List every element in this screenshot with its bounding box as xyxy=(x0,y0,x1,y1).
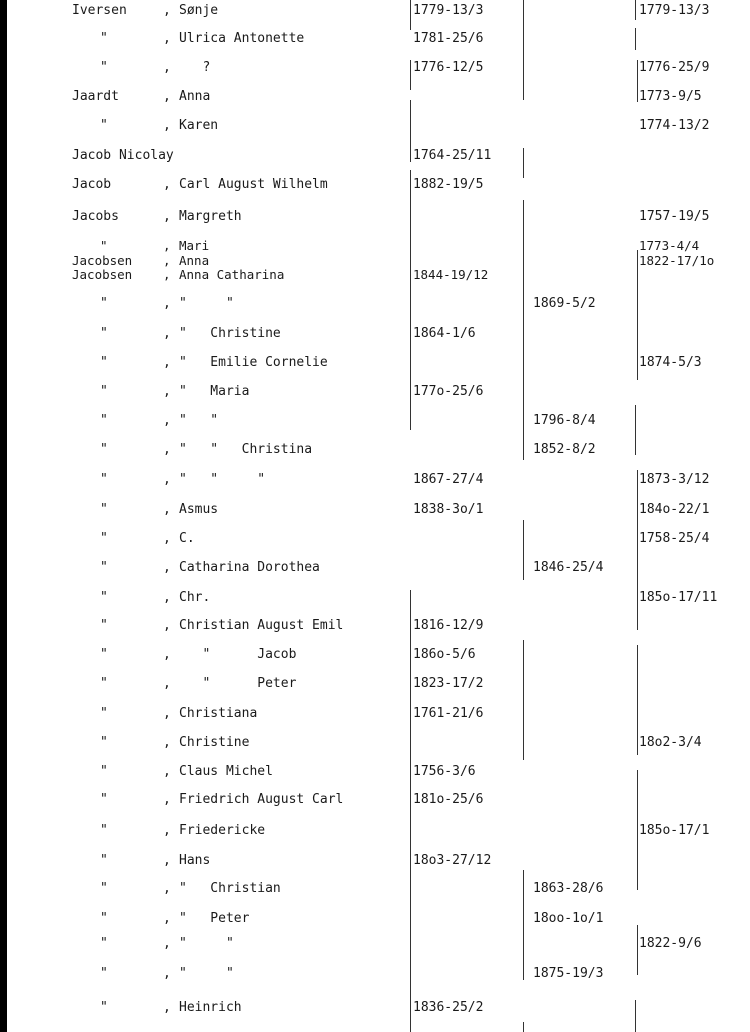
given-name: Christine xyxy=(179,735,250,750)
date-birth: 18o3-27/12 xyxy=(413,853,492,868)
comma-separator: , xyxy=(163,413,171,428)
surname: " xyxy=(100,966,108,981)
register-entry xyxy=(0,413,750,429)
date-birth: 1764-25/11 xyxy=(413,148,492,163)
date-second: 18oo-1o/1 xyxy=(533,911,604,926)
given-name: Carl August Wilhelm xyxy=(179,177,328,192)
surname: Jaardt xyxy=(72,89,119,104)
register-entry xyxy=(0,209,750,225)
date-second: 1846-25/4 xyxy=(533,560,604,575)
register-entry xyxy=(0,267,750,283)
surname: Iversen xyxy=(72,3,127,18)
given-name: " Emilie Cornelie xyxy=(179,355,328,370)
surname: " xyxy=(100,647,108,662)
comma-separator: , xyxy=(163,472,171,487)
surname: Jacobsen xyxy=(72,267,133,282)
comma-separator: , xyxy=(163,209,171,224)
date-third: 18o2-3/4 xyxy=(639,735,702,750)
comma-separator: , xyxy=(163,676,171,691)
register-entry xyxy=(0,911,750,927)
date-second: 1875-19/3 xyxy=(533,966,604,981)
register-entry xyxy=(0,853,750,869)
given-name: Anna xyxy=(179,253,210,268)
given-name: " Maria xyxy=(179,384,250,399)
given-name: Chr. xyxy=(179,590,211,605)
register-entry xyxy=(0,296,750,312)
comma-separator: , xyxy=(163,3,171,18)
surname: Jacobsen xyxy=(72,253,133,268)
date-birth: 1776-12/5 xyxy=(413,60,484,75)
comma-separator: , xyxy=(163,881,171,896)
given-name: Asmus xyxy=(179,502,219,517)
comma-separator: , xyxy=(163,238,171,253)
comma-separator: , xyxy=(163,618,171,633)
surname: Jacob Nicolay xyxy=(72,148,174,163)
register-entry xyxy=(0,442,750,458)
given-name: Ulrica Antonette xyxy=(179,31,305,46)
register-entry xyxy=(0,618,750,634)
date-birth: 1761-21/6 xyxy=(413,706,484,721)
register-entry xyxy=(0,881,750,897)
given-name: " Peter xyxy=(179,911,250,926)
comma-separator: , xyxy=(163,647,171,662)
surname: " xyxy=(100,442,108,457)
surname: " xyxy=(100,853,108,868)
register-entry xyxy=(0,326,750,342)
date-third: 1758-25/4 xyxy=(639,531,710,546)
given-name: Anna Catharina xyxy=(179,267,285,282)
register-entry xyxy=(0,177,750,193)
register-entry xyxy=(0,3,750,19)
given-name: " " " xyxy=(179,472,266,487)
date-third: 185o-17/11 xyxy=(639,590,718,605)
date-third: 1822-9/6 xyxy=(639,936,702,951)
register-entry xyxy=(0,31,750,47)
date-third: 185o-17/1 xyxy=(639,823,710,838)
date-birth: 1779-13/3 xyxy=(413,3,484,18)
given-name: C. xyxy=(179,531,195,546)
date-birth: 186o-5/6 xyxy=(413,647,476,662)
surname: " xyxy=(100,706,108,721)
date-second: 1863-28/6 xyxy=(533,881,604,896)
date-birth: 1823-17/2 xyxy=(413,676,484,691)
comma-separator: , xyxy=(163,792,171,807)
comma-separator: , xyxy=(163,911,171,926)
given-name: " Jacob xyxy=(179,647,297,662)
comma-separator: , xyxy=(163,853,171,868)
given-name: Heinrich xyxy=(179,1000,242,1015)
surname: " xyxy=(100,31,108,46)
comma-separator: , xyxy=(163,267,171,282)
comma-separator: , xyxy=(163,735,171,750)
surname: Jacobs xyxy=(72,209,119,224)
register-entry xyxy=(0,89,750,105)
surname: " xyxy=(100,1000,108,1015)
comma-separator: , xyxy=(163,823,171,838)
comma-separator: , xyxy=(163,118,171,133)
given-name: Sønje xyxy=(179,3,219,18)
surname: " xyxy=(100,764,108,779)
comma-separator: , xyxy=(163,590,171,605)
given-name: Catharina Dorothea xyxy=(179,560,320,575)
register-entry xyxy=(0,531,750,547)
date-third: 1773-9/5 xyxy=(639,89,702,104)
date-third: 1822-17/1o xyxy=(639,253,715,268)
comma-separator: , xyxy=(163,442,171,457)
given-name: Claus Michel xyxy=(179,764,273,779)
date-third: 1874-5/3 xyxy=(639,355,702,370)
register-entry xyxy=(0,735,750,751)
register-entry xyxy=(0,936,750,952)
given-name: " " xyxy=(179,936,234,951)
register-entry xyxy=(0,676,750,692)
register-entry xyxy=(0,384,750,400)
date-third: 1873-3/12 xyxy=(639,472,710,487)
given-name: Christiana xyxy=(179,706,258,721)
given-name: " Christine xyxy=(179,326,281,341)
given-name: Mari xyxy=(179,238,210,253)
surname: " xyxy=(100,618,108,633)
register-entry xyxy=(0,823,750,839)
comma-separator: , xyxy=(163,253,171,268)
register-entry xyxy=(0,647,750,663)
date-third: 1779-13/3 xyxy=(639,3,710,18)
given-name: " " xyxy=(179,966,234,981)
surname: " xyxy=(100,735,108,750)
surname: " xyxy=(100,413,108,428)
register-entry xyxy=(0,764,750,780)
register-entry xyxy=(0,502,750,518)
given-name: Friedericke xyxy=(179,823,266,838)
date-second: 1852-8/2 xyxy=(533,442,596,457)
surname: " xyxy=(100,676,108,691)
date-third: 1774-13/2 xyxy=(639,118,710,133)
comma-separator: , xyxy=(163,384,171,399)
date-birth: 1838-3o/1 xyxy=(413,502,484,517)
surname: " xyxy=(100,326,108,341)
register-entry xyxy=(0,560,750,576)
comma-separator: , xyxy=(163,706,171,721)
surname: " xyxy=(100,296,108,311)
given-name: " Christian xyxy=(179,881,281,896)
comma-separator: , xyxy=(163,560,171,575)
given-name: Christian August Emil xyxy=(179,618,344,633)
comma-separator: , xyxy=(163,764,171,779)
surname: " xyxy=(100,936,108,951)
date-birth: 1816-12/9 xyxy=(413,618,484,633)
date-third: 1757-19/5 xyxy=(639,209,710,224)
surname: " xyxy=(100,911,108,926)
comma-separator: , xyxy=(163,89,171,104)
register-entry xyxy=(0,148,750,164)
given-name: Friedrich August Carl xyxy=(179,792,344,807)
comma-separator: , xyxy=(163,296,171,311)
register-entry xyxy=(0,60,750,76)
date-birth: 1882-19/5 xyxy=(413,177,484,192)
date-birth: 1836-25/2 xyxy=(413,1000,484,1015)
comma-separator: , xyxy=(163,502,171,517)
column-rule xyxy=(637,470,638,630)
register-entry xyxy=(0,472,750,488)
register-entry xyxy=(0,590,750,606)
given-name: Hans xyxy=(179,853,211,868)
surname: " xyxy=(100,881,108,896)
column-rule xyxy=(523,1022,524,1032)
given-name: ? xyxy=(179,60,211,75)
surname: " xyxy=(100,355,108,370)
given-name: Anna xyxy=(179,89,211,104)
surname: " xyxy=(100,792,108,807)
register-entry xyxy=(0,966,750,982)
surname: " xyxy=(100,560,108,575)
surname: " xyxy=(100,531,108,546)
surname: " xyxy=(100,384,108,399)
given-name: " Peter xyxy=(179,676,297,691)
comma-separator: , xyxy=(163,936,171,951)
date-birth: 1864-1/6 xyxy=(413,326,476,341)
given-name: Karen xyxy=(179,118,219,133)
surname: " xyxy=(100,590,108,605)
register-entry xyxy=(0,238,750,254)
register-entry xyxy=(0,792,750,808)
given-name: Margreth xyxy=(179,209,242,224)
surname: " xyxy=(100,502,108,517)
surname: " xyxy=(100,823,108,838)
surname: " xyxy=(100,60,108,75)
comma-separator: , xyxy=(163,31,171,46)
date-third: 1776-25/9 xyxy=(639,60,710,75)
date-third: 1773-4/4 xyxy=(639,238,700,253)
register-entry xyxy=(0,118,750,134)
date-birth: 1844-19/12 xyxy=(413,267,489,282)
surname: Jacob xyxy=(72,177,112,192)
date-birth: 1756-3/6 xyxy=(413,764,476,779)
comma-separator: , xyxy=(163,355,171,370)
given-name: " " xyxy=(179,296,234,311)
date-third: 184o-22/1 xyxy=(639,502,710,517)
register-entry xyxy=(0,1000,750,1016)
date-second: 1869-5/2 xyxy=(533,296,596,311)
surname: " xyxy=(100,238,108,253)
comma-separator: , xyxy=(163,966,171,981)
given-name: " " xyxy=(179,413,219,428)
date-second: 1796-8/4 xyxy=(533,413,596,428)
comma-separator: , xyxy=(163,326,171,341)
date-birth: 1781-25/6 xyxy=(413,31,484,46)
given-name: " " Christina xyxy=(179,442,313,457)
date-birth: 181o-25/6 xyxy=(413,792,484,807)
date-birth: 1867-27/4 xyxy=(413,472,484,487)
register-entry xyxy=(0,706,750,722)
comma-separator: , xyxy=(163,531,171,546)
register-entry xyxy=(0,355,750,371)
surname: " xyxy=(100,118,108,133)
comma-separator: , xyxy=(163,60,171,75)
comma-separator: , xyxy=(163,177,171,192)
date-birth: 177o-25/6 xyxy=(413,384,484,399)
comma-separator: , xyxy=(163,1000,171,1015)
surname: " xyxy=(100,472,108,487)
